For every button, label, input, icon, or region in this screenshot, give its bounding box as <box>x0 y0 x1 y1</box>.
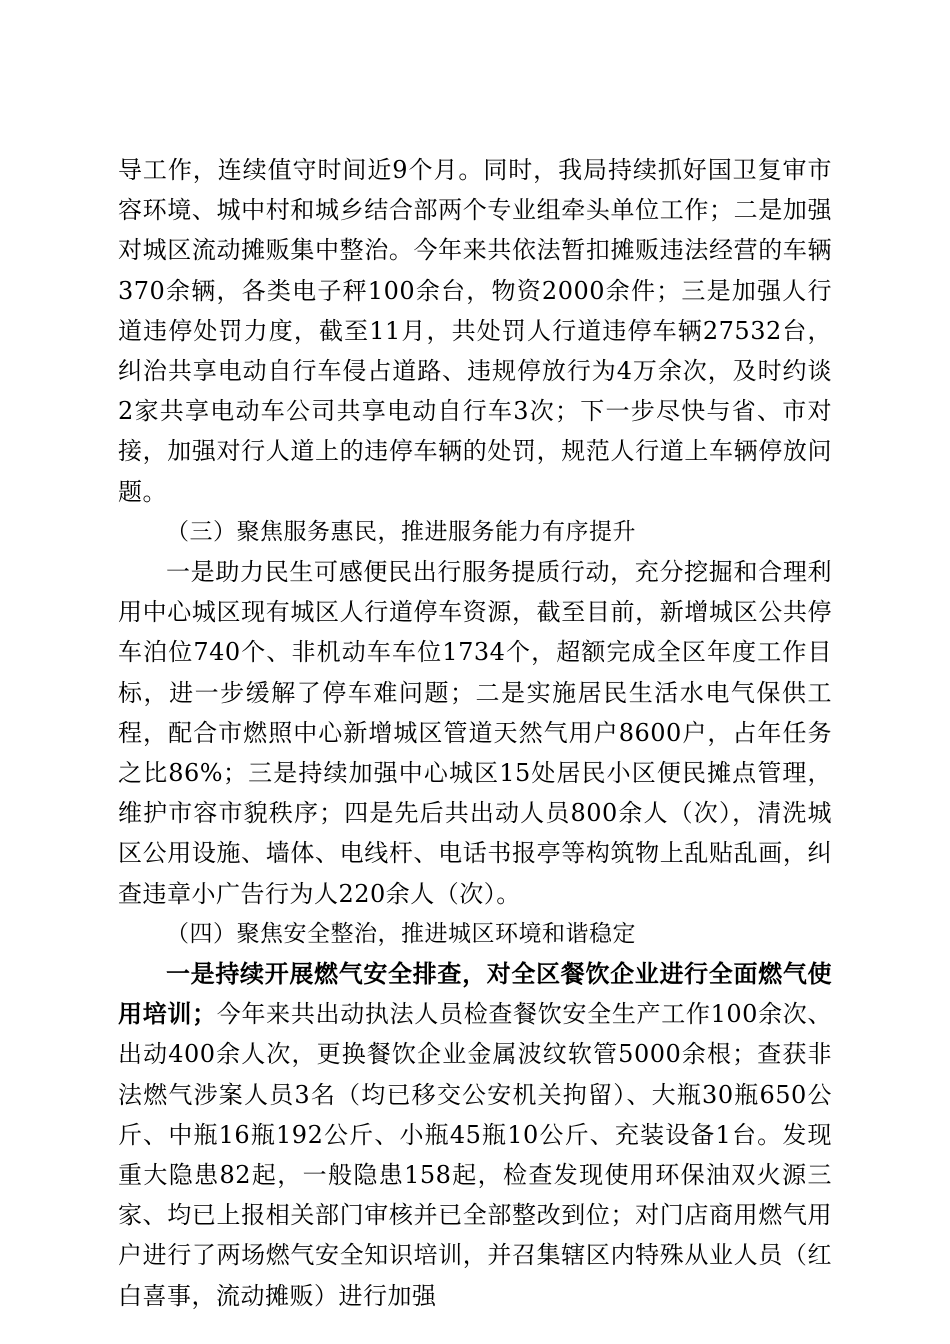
document-body <box>118 150 832 1316</box>
section-heading-3: （三）聚焦服务惠民，推进服务能力有序提升 <box>166 518 636 545</box>
paragraph-service-improvement: 一是助力民生可感便民出行服务提质行动，充分挖掘和合理利用中心城区现有城区人行道停车资源，截至目前，新增城区公共停车泊位740个、非机动车车位1734个，超额完成全区年度工作目标，进一步缓解了停车难问题；二是实施居民生活水电气保供工程，配合市燃照中心新增城区管道天然气用户8600户，占年任务之比86%；三是持续加强中心城区15处居民小区便民摊点管理，维护市容市貌秩序；四是先后共出动人员800余人（次），清洗城区公用设施、墙体、电线杆、电话书报亭等构筑物上乱贴乱画，纠查违章小广告行为人220余人（次）。 <box>118 558 832 908</box>
paragraph-gas-safety-body: 今年来共出动执法人员检查餐饮安全生产工作100余次、出动400余人次，更换餐饮企业金属波纹软管5000余根；查获非法燃气涉案人员3名（均已移交公安机关拘留）、大瓶30瓶650公斤、中瓶16瓶192公斤、小瓶45瓶10公斤、充装设备1台。发现重大隐患82起，一般隐患158起，检查发现使用环保油双火源三家、均已上报相关部门审核并已全部整改到位；对门店商用燃气用户进行了两场燃气安全知识培训，并召集辖区内特殊从业人员（红白喜事，流动摊贩）进行加强 <box>118 1000 832 1310</box>
section-heading-4: （四）聚焦安全整治，推进城区环境和谐稳定 <box>166 920 636 947</box>
paragraph-gas-safety <box>118 954 832 1316</box>
paragraph-traffic-enforcement: 导工作，连续值守时间近9个月。同时，我局持续抓好国卫复审市容环境、城中村和城乡结合部两个专业组牵头单位工作；二是加强对城区流动摊贩集中整治。今年来共依法暂扣摊贩违法经营的车辆370余辆，各类电子秤100余台，物资2000余件；三是加强人行道违停处罚力度，截至11月，共处罚人行道违停车辆27532台，纠治共享电动自行车侵占道路、违规停放行为4万余次，及时约谈2家共享电动车公司共享电动自行车3次；下一步尽快与省、市对接，加强对行人道上的违停车辆的处罚，规范人行道上车辆停放问题。 <box>118 156 832 506</box>
paragraph-gas-safety-lead: 一是持续开展燃气安全排查，对全区餐饮企业进行全面燃气使用培训； <box>118 959 832 1029</box>
